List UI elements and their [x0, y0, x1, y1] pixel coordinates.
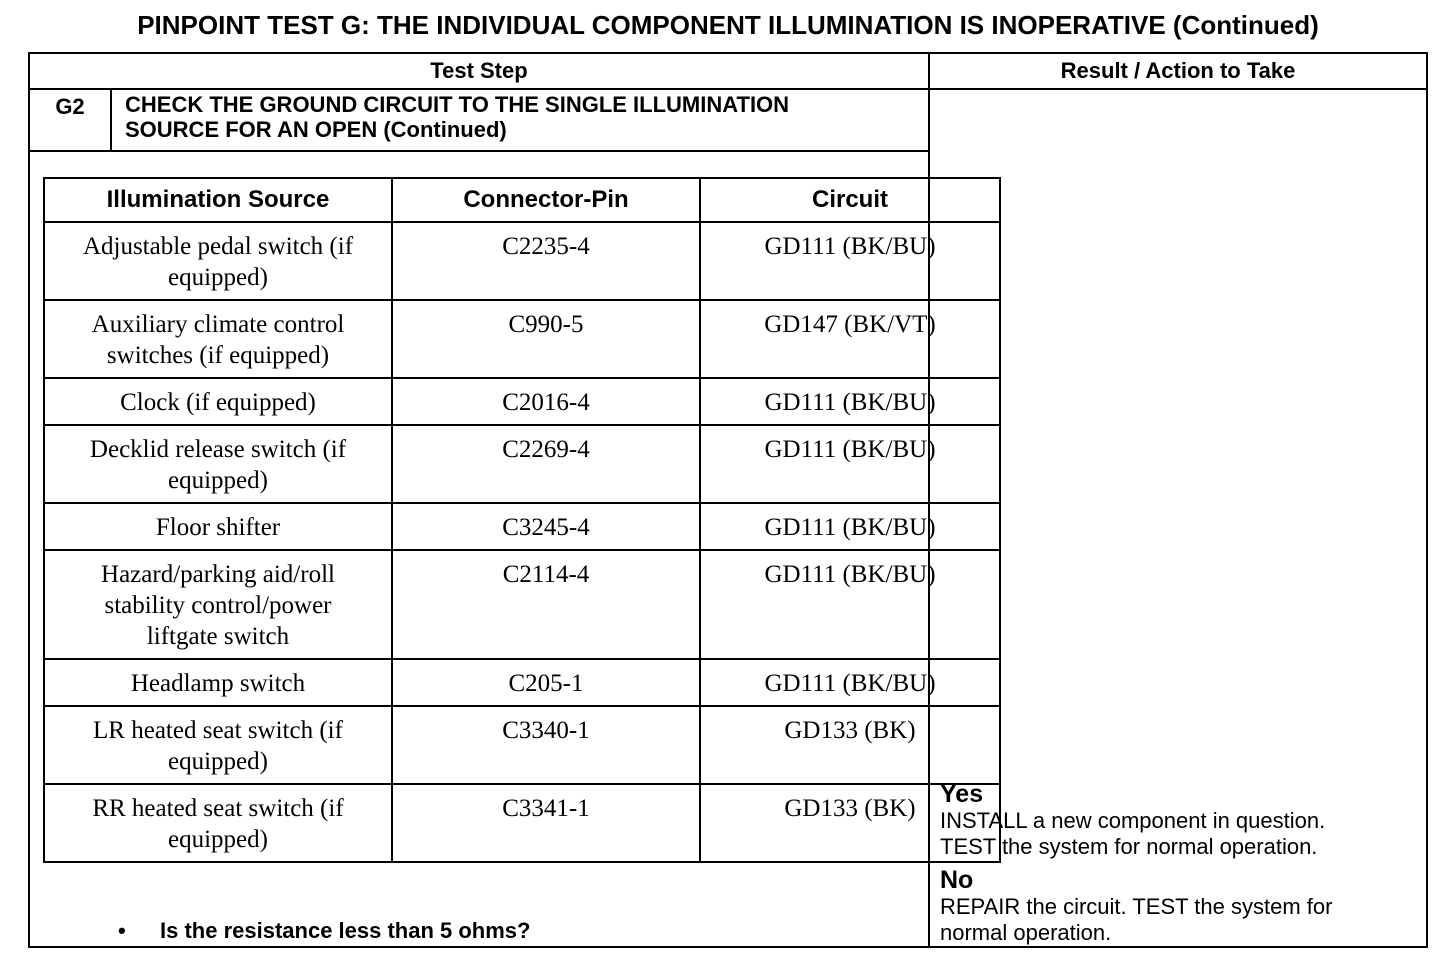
yes-action-line-1: INSTALL a new component in question. [940, 808, 1326, 833]
result-actions [940, 780, 1420, 946]
cell-pin: C2016-4 [392, 378, 700, 425]
step-divider [30, 150, 928, 152]
cell-source: Auxiliary climate control switches (if equipped) [44, 300, 392, 378]
cell-source: Hazard/parking aid/roll stability control/power liftgate switch [44, 550, 392, 659]
table-row [44, 706, 1000, 784]
cell-source: Headlamp switch [44, 659, 392, 706]
table-row [44, 550, 1000, 659]
column-header-circuit: Circuit [700, 178, 1000, 222]
header-result: Result / Action to Take [1060, 58, 1296, 83]
no-action-line-1: REPAIR the circuit. TEST the system for [940, 894, 1333, 919]
cell-circuit: GD111 (BK/BU) [700, 550, 1000, 659]
cell-circuit: GD111 (BK/BU) [700, 222, 1000, 300]
no-label: No [940, 866, 974, 894]
table-row [44, 659, 1000, 706]
cell-circuit: GD111 (BK/BU) [700, 378, 1000, 425]
cell-pin: C3340-1 [392, 706, 700, 784]
table-row [44, 378, 1000, 425]
cell-circuit: GD133 (BK) [700, 706, 1000, 784]
cell-source: Clock (if equipped) [44, 378, 392, 425]
cell-circuit: GD133 (BK) [700, 784, 1000, 862]
illumination-table [43, 177, 1001, 863]
cell-circuit: GD111 (BK/BU) [700, 425, 1000, 503]
cell-source: LR heated seat switch (if equipped) [44, 706, 392, 784]
step-id: G2 [30, 90, 112, 150]
step-title-line-1: CHECK THE GROUND CIRCUIT TO THE SINGLE ILLUMINATION [125, 92, 790, 117]
yes-label: Yes [940, 780, 984, 808]
test-question [118, 918, 530, 944]
cell-circuit: GD147 (BK/VT) [700, 300, 1000, 378]
cell-pin: C205-1 [392, 659, 700, 706]
table-row [44, 784, 1000, 862]
column-header-source: Illumination Source [44, 178, 392, 222]
no-action-line-2: normal operation. [940, 920, 1112, 945]
illumination-table-header [44, 178, 1000, 222]
table-row [44, 503, 1000, 550]
cell-pin: C3341-1 [392, 784, 700, 862]
cell-source: RR heated seat switch (if equipped) [44, 784, 392, 862]
cell-pin: C2235-4 [392, 222, 700, 300]
header-divider [30, 88, 1426, 90]
question-text: Is the resistance less than 5 ohms? [160, 918, 531, 943]
table-row [44, 300, 1000, 378]
column-header-pin: Connector-Pin [392, 178, 700, 222]
cell-source: Decklid release switch (if equipped) [44, 425, 392, 503]
table-row [44, 425, 1000, 503]
cell-circuit: GD111 (BK/BU) [700, 659, 1000, 706]
cell-source: Floor shifter [44, 503, 392, 550]
cell-pin: C2114-4 [392, 550, 700, 659]
header-test-step: Test Step [430, 58, 528, 83]
yes-action-line-2: TEST the system for normal operation. [940, 834, 1318, 859]
bullet-icon: • [118, 918, 126, 943]
cell-pin: C990-5 [392, 300, 700, 378]
table-row [44, 222, 1000, 300]
cell-source: Adjustable pedal switch (if equipped) [44, 222, 392, 300]
step-title-line-2: SOURCE FOR AN OPEN (Continued) [125, 117, 507, 142]
page-title: PINPOINT TEST G: THE INDIVIDUAL COMPONENT ILLUMINATION IS INOPERATIVE (Continued) [137, 10, 1319, 40]
cell-circuit: GD111 (BK/BU) [700, 503, 1000, 550]
step-title [125, 92, 915, 142]
cell-pin: C3245-4 [392, 503, 700, 550]
cell-pin: C2269-4 [392, 425, 700, 503]
